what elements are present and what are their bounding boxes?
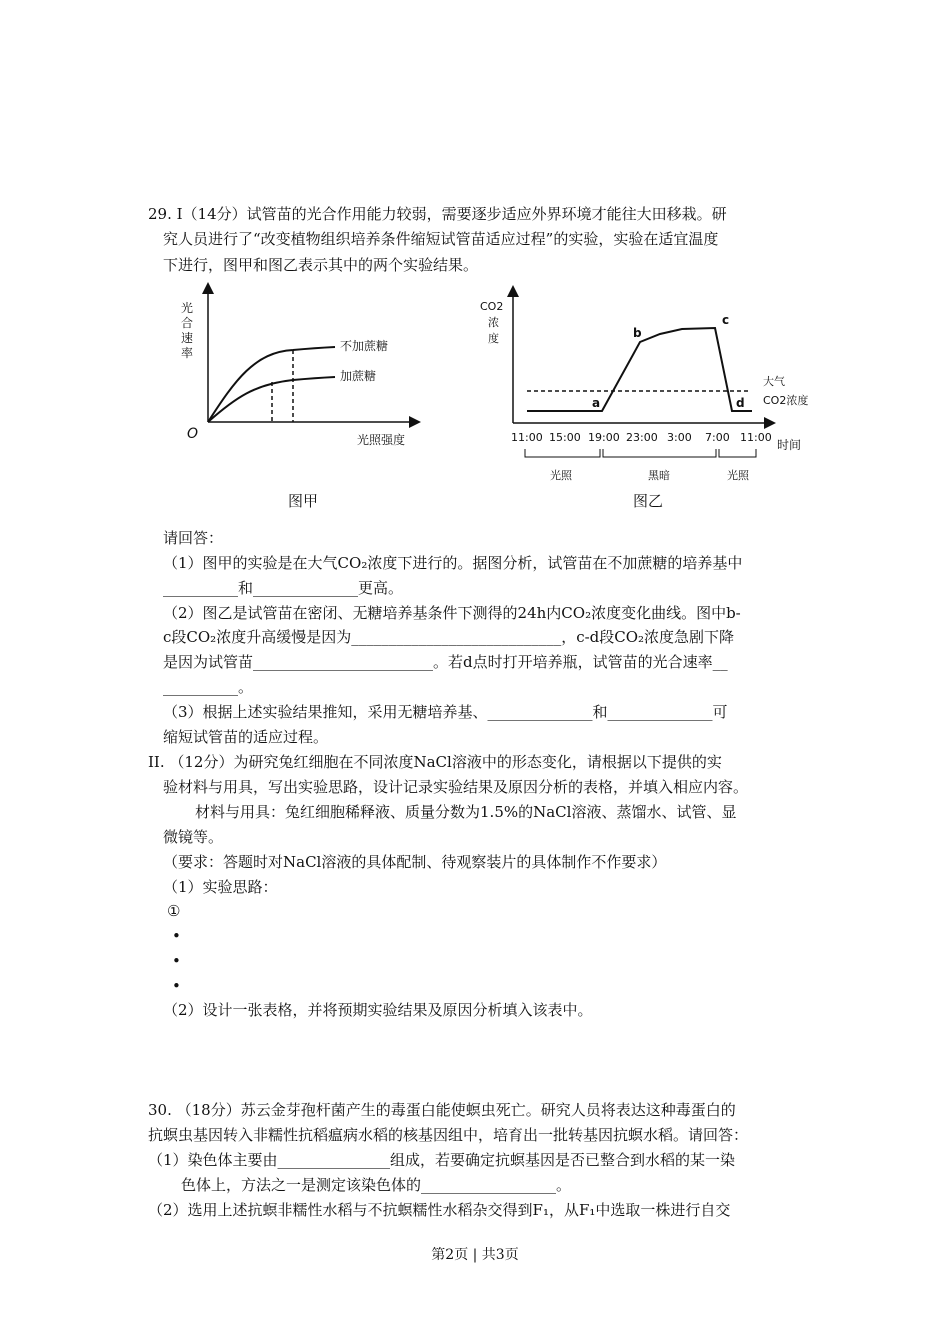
period-bracket (719, 449, 756, 457)
x-tick-label: 19:00 (588, 431, 620, 444)
ref-line-label: 大气 (763, 375, 785, 388)
y-label-line: 度 (488, 332, 499, 345)
series-label-sucrose: 加蔗糖 (340, 369, 377, 383)
q29-part2-line: • (172, 927, 181, 945)
q29-intro-line: 究人员进行了“改变植物组织培养条件缩短试管苗适应过程”的实验，实验在适宜温度 (163, 230, 719, 248)
figure-jia (175, 280, 425, 455)
period-bracket (603, 449, 716, 457)
point-label-a: a (592, 396, 601, 410)
y-label-line: 浓 (488, 316, 499, 329)
q29-part2-line: （要求：答题时对NaCl溶液的具体配制、待观察装片的具体制作不作要求） (163, 853, 667, 871)
q29-part2-line: （2）设计一张表格，并将预期实验结果及原因分析填入该表中。 (163, 1001, 593, 1019)
q29-intro-line: 下进行，图甲和图乙表示其中的两个实验结果。 (163, 256, 479, 274)
q29-text-line: c段CO₂浓度升高缓慢是因为____________________________，c-d段CO₂浓度急剧下降 (163, 628, 735, 646)
q30-line: 30. （18分）苏云金芽孢杆菌产生的毒蛋白能使螟虫死亡。研究人员将表达这种毒蛋白的 (148, 1101, 736, 1119)
y-label-char: 率 (181, 346, 194, 360)
q30-line: （2）选用上述抗螟非糯性水稻与不抗螟糯性水稻杂交得到F₁，从F₁中选取一株进行自交 (148, 1201, 731, 1219)
q29-text-line: （1）图甲的实验是在大气CO₂浓度下进行的。据图分析，试管苗在不加蔗糖的培养基中 (163, 554, 743, 572)
figure-yi-caption: 图乙 (633, 492, 664, 510)
ref-line-label: CO2浓度 (763, 394, 809, 407)
q30-line: 色体上，方法之一是测定该染色体的__________________。 (181, 1176, 572, 1194)
period-label: 光照 (727, 469, 749, 482)
q29-part2-line: 微镜等。 (163, 828, 224, 846)
x-axis-label: 时间 (777, 438, 802, 452)
q29-text-line: __________。 (163, 678, 254, 696)
q30-line: 抗螟虫基因转入非糯性抗稻瘟病水稻的核基因组中，培育出一批转基因抗螟水稻。请回答： (148, 1126, 749, 1144)
q29-part2-line: • (172, 977, 181, 995)
x-axis-label: 光照强度 (357, 433, 406, 447)
page-footer: 第2页 | 共3页 (431, 1247, 519, 1263)
q29-part2-line: ① (167, 902, 181, 920)
q29-text-line: 请回答： (163, 529, 224, 547)
period-label: 黑暗 (648, 469, 670, 482)
point-label-b: b (633, 326, 642, 340)
q29-text-line: __________和______________更高。 (163, 579, 404, 597)
x-tick-label: 7:00 (705, 431, 730, 444)
y-label-line: CO2 (480, 300, 504, 313)
q29-part2-line: 验材料与用具，写出实验思路，设计记录实验结果及原因分析的表格，并填入相应内容。 (163, 778, 749, 796)
q29-text-line: 缩短试管苗的适应过程。 (163, 728, 329, 746)
q29-part2-line: II. （12分）为研究兔红细胞在不同浓度NaCl溶液中的形态变化，请根据以下提供的实 (148, 753, 722, 771)
x-tick-label: 11:00 (740, 431, 772, 444)
x-tick-label: 23:00 (626, 431, 658, 444)
q29-part2-line: • (172, 952, 181, 970)
q29-part2-line: 材料与用具：兔红细胞稀释液、质量分数为1.5%的NaCl溶液、蒸馏水、试管、显 (195, 803, 737, 821)
q30-line: （1）染色体主要由_______________组成，若要确定抗螟基因是否已整合到水稻的某一染 (148, 1151, 736, 1169)
origin-label: O (187, 426, 199, 442)
series-label-no-sucrose: 不加蔗糖 (340, 339, 389, 353)
figure-yi (470, 285, 825, 485)
q29-text-line: 是因为试管苗________________________。若d点时打开培养瓶，试管苗的光合速率__ (163, 653, 728, 671)
x-tick-label: 15:00 (549, 431, 581, 444)
q29-text-line: （3）根据上述实验结果推知，采用无糖培养基、______________和______________可 (163, 703, 728, 721)
q29-part2-line: （1）实验思路： (163, 878, 278, 896)
y-label-char: 速 (181, 331, 194, 345)
point-label-c: c (722, 313, 730, 327)
q29-intro-line: 29. I（14分）试管苗的光合作用能力较弱，需要逐步适应外界环境才能往大田移栽。研 (148, 205, 727, 223)
y-label-char: 合 (181, 316, 194, 330)
period-bracket (525, 449, 600, 457)
point-label-d: d (736, 396, 745, 410)
q29-text-line: （2）图乙是试管苗在密闭、无糖培养基条件下测得的24h内CO₂浓度变化曲线。图中b- (163, 604, 741, 622)
period-label: 光照 (550, 469, 572, 482)
x-tick-label: 3:00 (667, 431, 692, 444)
figure-jia-caption: 图甲 (288, 492, 319, 510)
x-tick-label: 11:00 (511, 431, 543, 444)
y-label-char: 光 (181, 301, 194, 315)
co2-curve (527, 328, 752, 411)
